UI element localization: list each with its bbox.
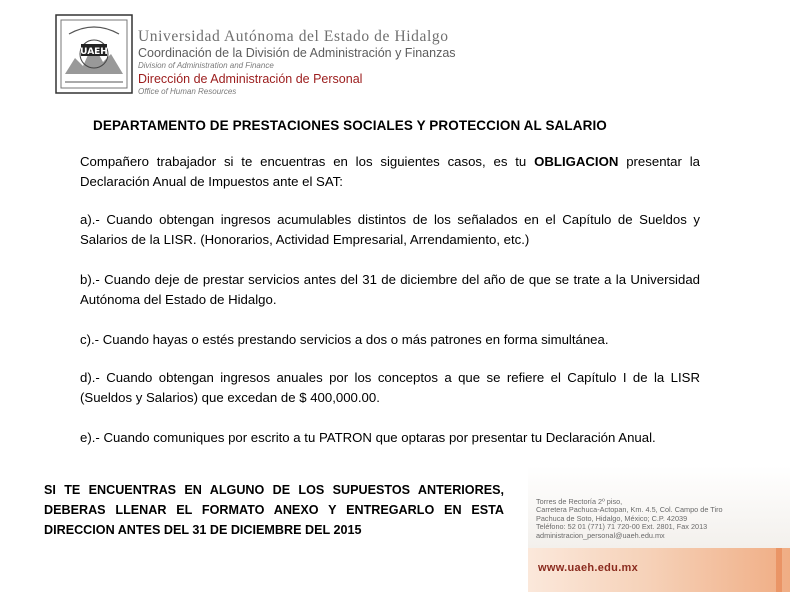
direction-name: Dirección de Administración de Personal	[138, 72, 363, 86]
website-band	[528, 548, 790, 592]
department-title: DEPARTAMENTO DE PRESTACIONES SOCIALES Y PROTECCION AL SALARIO	[93, 118, 607, 133]
case-item-b: b).- Cuando deje de prestar servicios antes del 31 de diciembre del año de que se trate a la Universidad Autónoma del Estado de Hidalgo.	[80, 272, 700, 307]
document-body	[80, 152, 700, 466]
case-item-c: c).- Cuando hayas o estés prestando servicios a dos o más patrones en forma simultánea.	[80, 332, 609, 347]
logo-text: UAEH	[80, 47, 108, 57]
coordination-name: Coordinación de la División de Administración y Finanzas	[138, 46, 456, 60]
university-logo	[55, 14, 133, 94]
band-stripe	[776, 548, 782, 592]
case-item-d: d).- Cuando obtengan ingresos anuales por los conceptos a que se refiere el Capítulo I de la LISR (Sueldos y Salarios) que excedan de $ 400,000.00.	[80, 370, 700, 405]
address-block	[536, 498, 723, 540]
obligation-word: OBLIGACION	[534, 154, 619, 169]
intro-paragraph	[80, 152, 700, 192]
address-line: Carretera Pachuca-Actopan, Km. 4.5, Col. Campo de Tiro	[536, 505, 723, 515]
phone-line: Teléfono: 52 01 (771) 71 720-00 Ext. 2801, Fax 2013	[536, 522, 708, 532]
case-item-a: a).- Cuando obtengan ingresos acumulables distintos de los señalados en el Capítulo de Sueldos y Salarios de la LISR. (Honorarios, Actividad Empresarial, Arrendamiento, etc.)	[80, 212, 700, 247]
university-name: Universidad Autónoma del Estado de Hidalgo	[138, 28, 449, 45]
case-item-e: e).- Cuando comuniques por escrito a tu PATRON que optaras por presentar tu Declaración Anual.	[80, 430, 656, 445]
deadline-notice: SI TE ENCUENTRAS EN ALGUNO DE LOS SUPUESTOS ANTERIORES, DEBERAS LLENAR EL FORMATO ANEXO Y ENTREGARLO EN ESTA DIRECCION ANTES DEL 31 DE DICIEMBRE DEL 2015	[44, 483, 504, 537]
address-line: Torres de Rectoría 2º piso,	[536, 497, 623, 506]
direction-name-en: Office of Human Resources	[138, 87, 237, 96]
contact-info-box	[528, 466, 790, 592]
address-line: Pachuca de Soto, Hidalgo, México; C.P. 42039	[536, 513, 688, 523]
email-line: administracion_personal@uaeh.edu.mx	[536, 530, 665, 540]
website-text: www.uaeh.edu.mx	[538, 562, 639, 574]
intro-text-start: Compañero trabajador si te encuentras en los siguientes casos, es tu	[80, 154, 535, 169]
intro-text-end: presentar la Declaración Anual de Impuestos ante el SAT:	[80, 154, 701, 189]
header	[138, 28, 618, 97]
coordination-name-en: Division of Administration and Finance	[138, 61, 274, 70]
